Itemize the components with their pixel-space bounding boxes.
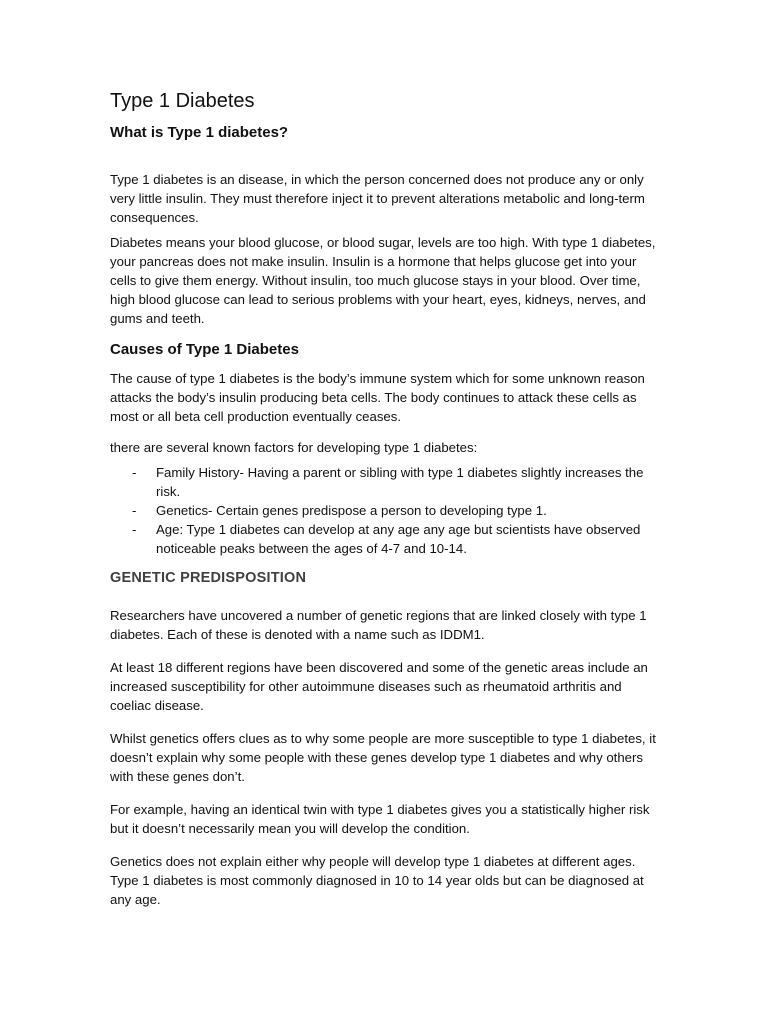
document-body <box>110 88 658 915</box>
heading-genetic-predisposition: GENETIC PREDISPOSITION <box>110 570 307 586</box>
heading-what-is: What is Type 1 diabetes? <box>110 124 289 141</box>
paragraph-immune-cause: The cause of type 1 diabetes is the body’s immune system which for some unknown reason attacks the body’s insulin producing beta cells. The body continues to attack these cells as most or all beta cell production eventually ceases. <box>110 371 645 424</box>
paragraph-diagnosis-ages: Genetics does not explain either why people will develop type 1 diabetes at different ages. Type 1 diabetes is most commonly diagnosed in 10 to 14 year olds but can be diagnosed at any age. <box>110 854 644 907</box>
list-item-text: Family History- Having a parent or sibling with type 1 diabetes slightly increases the risk. <box>156 465 644 499</box>
paragraph-genetic-regions: Researchers have uncovered a number of genetic regions that are linked closely with type 1 diabetes. Each of these is denoted with a name such as IDDM1. <box>110 608 647 642</box>
list-item <box>110 501 658 520</box>
paragraph-known-factors: there are several known factors for developing type 1 diabetes: <box>110 440 478 455</box>
paragraph-blood-glucose: Diabetes means your blood glucose, or blood sugar, levels are too high. With type 1 diabetes, your pancreas does not make insulin. Insulin is a hormone that helps glucose get into your cells to give them energy. Without insulin, too much glucose stays in your blood. Over time, high blood glucose can lead to serious problems with your heart, eyes, kidneys, nerves, and gums and teeth. <box>110 235 656 326</box>
paragraph-genetics-clues: Whilst genetics offers clues as to why some people are more susceptible to type 1 diabetes, it doesn’t explain why some people with these genes develop type 1 diabetes and why others with these genes don’t. <box>110 731 656 784</box>
paragraph-identical-twin: For example, having an identical twin with type 1 diabetes gives you a statistically higher risk but it doesn’t necessarily mean you will develop the condition. <box>110 802 650 836</box>
list-dash: - <box>132 465 137 480</box>
paragraph-definition: Type 1 diabetes is an disease, in which the person concerned does not produce any or only very little insulin. They must therefore inject it to prevent alterations metabolic and long-term consequences. <box>110 172 645 225</box>
factors-list <box>110 463 658 558</box>
list-item <box>110 520 658 558</box>
list-dash: - <box>132 522 137 537</box>
heading-causes: Causes of Type 1 Diabetes <box>110 341 299 358</box>
list-item-text: Age: Type 1 diabetes can develop at any age any age but scientists have observed noticeable peaks between the ages of 4-7 and 10-14. <box>156 522 641 556</box>
document-title: Type 1 Diabetes <box>110 90 255 112</box>
paragraph-eighteen-regions: At least 18 different regions have been discovered and some of the genetic areas include an increased susceptibility for other autoimmune diseases such as rheumatoid arthritis and coeliac disease. <box>110 660 648 713</box>
list-item-text: Genetics- Certain genes predispose a person to developing type 1. <box>156 503 547 518</box>
list-item <box>110 463 658 501</box>
list-dash: - <box>132 503 137 518</box>
